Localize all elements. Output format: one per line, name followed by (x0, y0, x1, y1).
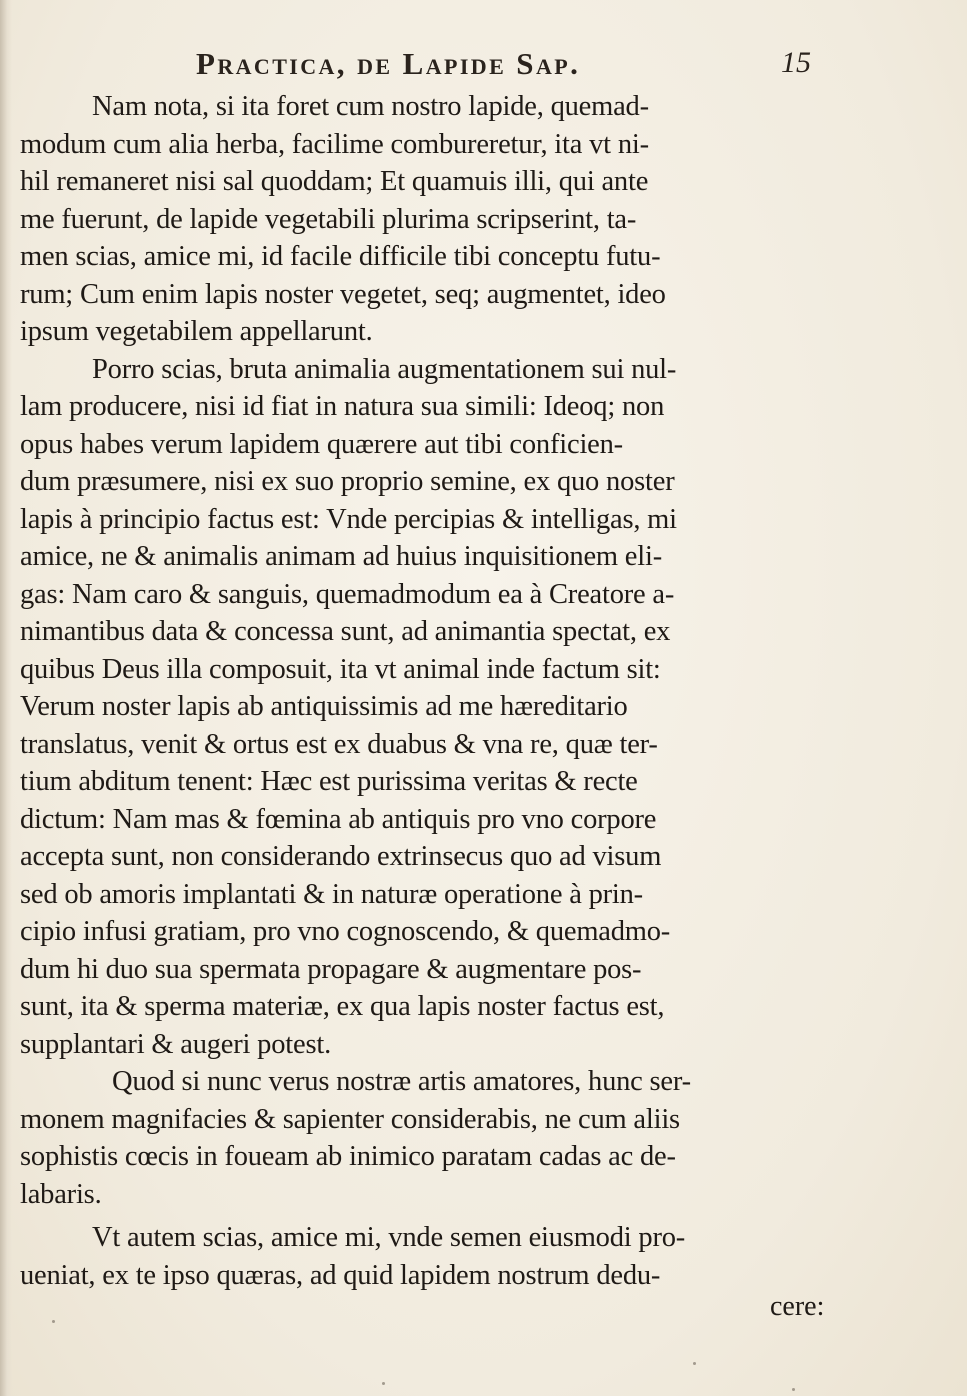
paper-speck (693, 1362, 696, 1365)
catchword: cere: (770, 1291, 825, 1322)
body-text (20, 88, 825, 1294)
text-line: cipio infusi gratiam, pro vno cognoscendo, & quemadmo- (20, 916, 671, 947)
running-head (0, 40, 967, 90)
text-line: sunt, ita & sperma materiæ, ex qua lapis noster factus est, (20, 991, 665, 1022)
text-line: ueniat, ex te ipso quæras, ad quid lapidem nostrum dedu- (20, 1259, 661, 1291)
text-line: nimantibus data & concessa sunt, ad animantia spectat, ex (20, 616, 671, 647)
paper-speck (52, 1320, 55, 1323)
running-head-title: Practica, de Lapide Sap. (196, 46, 581, 81)
text-line: ipsum vegetabilem appellarunt. (20, 316, 373, 347)
text-line: Quod si nunc verus nostræ artis amatores, hunc ser- (112, 1066, 691, 1097)
text-line: Verum noster lapis ab antiquissimis ad me hæreditario (20, 691, 628, 722)
text-line: monem magnifacies & sapienter considerabis, ne cum aliis (20, 1103, 680, 1135)
page-gutter-shadow (0, 0, 12, 1396)
text-line: lam producere, nisi id fiat in natura sua simili: Ideoq; non (20, 391, 665, 422)
text-line: sophistis cœcis in foueam ab inimico paratam cadas ac de- (20, 1141, 676, 1172)
text-line: supplantari & augeri potest. (20, 1028, 331, 1060)
paper-speck (382, 1382, 385, 1385)
text-line: hil remaneret nisi sal quoddam; Et quamuis illi, qui ante (20, 166, 649, 197)
text-line: labaris. (20, 1178, 102, 1210)
text-line: translatus, venit & ortus est ex duabus & vna re, quæ ter- (20, 728, 658, 760)
text-line: tium abditum tenent: Hæc est purissima veritas & recte (20, 766, 638, 797)
text-line: opus habes verum lapidem quærere aut tibi conficien- (20, 428, 623, 460)
text-line: Porro scias, bruta animalia augmentationem sui nul- (92, 353, 677, 385)
text-line: men scias, amice mi, id facile difficile tibi conceptu futu- (20, 241, 661, 272)
text-line: accepta sunt, non considerando extrinsecus quo ad visum (20, 841, 662, 872)
text-line: sed ob amoris implantati & in naturæ operatione à prin- (20, 878, 643, 910)
text-line: dum præsumere, nisi ex suo proprio semine, ex quo noster (20, 466, 675, 497)
text-line: dictum: Nam mas & fœmina ab antiquis pro vno corpore (20, 803, 657, 835)
text-line: Vt autem scias, amice mi, vnde semen eiusmodi pro- (92, 1222, 686, 1253)
paper-speck (792, 1388, 795, 1391)
text-line: rum; Cum enim lapis noster vegetet, seq; augmentet, ideo (20, 278, 666, 310)
text-line: quibus Deus illa composuit, ita vt animal inde factum sit: (20, 653, 661, 685)
text-line: gas: Nam caro & sanguis, quemadmodum ea à Creatore a- (20, 578, 675, 610)
text-line: Nam nota, si ita foret cum nostro lapide, quemad- (92, 91, 649, 122)
text-line: me fuerunt, de lapide vegetabili plurima scripserint, ta- (20, 203, 637, 235)
text-line: dum hi duo sua spermata propagare & augmentare pos- (20, 953, 642, 985)
text-line: modum cum alia herba, facilime combureretur, ita vt ni- (20, 128, 649, 160)
page-number: 15 (781, 46, 811, 79)
text-line: lapis à principio factus est: Vnde percipias & intelligas, mi (20, 503, 677, 535)
text-line: amice, ne & animalis animam ad huius inquisitionem eli- (20, 541, 662, 572)
